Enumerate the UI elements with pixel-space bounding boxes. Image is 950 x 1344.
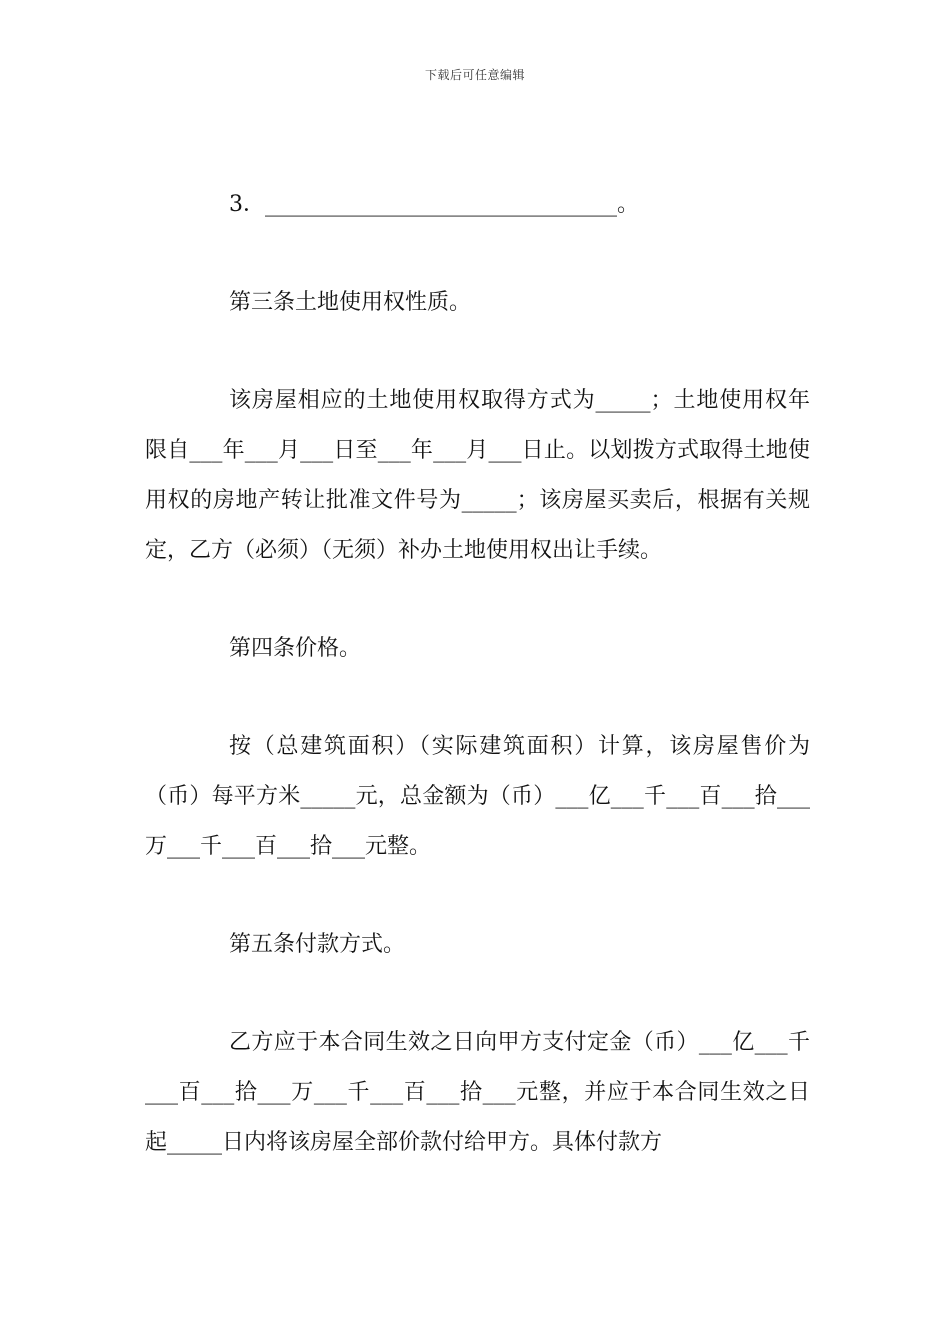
article-5-body: 乙方应于本合同生效之日向甲方支付定金（币）___亿___千___百___拾___万___千___百___拾___元整，并应于本合同生效之日起_____日内将该房屋全部价款付给甲方。具体付款方: [145, 1030, 810, 1155]
article-3-body: 该房屋相应的土地使用权取得方式为_____；土地使用权年限自___年___月___日至___年___月___日止。以划拨方式取得土地使用权的房地产转让批准文件号为_____；该房屋买卖后，根据有关规定，乙方（必须）（无须）补办土地使用权出让手续。: [145, 388, 810, 563]
article-3-heading: 第三条土地使用权性质。: [229, 290, 472, 315]
article-4-body: 按（总建筑面积）（实际建筑面积）计算，该房屋售价为（币）每平方米_____元，总金额为（币）___亿___千___百___拾___万___千___百___拾___元整。: [145, 734, 810, 859]
clause-item-3: 3．________________________________。: [229, 192, 639, 217]
article-5-heading: 第五条付款方式。: [229, 932, 406, 957]
page-header: 下载后可任意编辑: [424, 68, 525, 82]
article-4-heading: 第四条价格。: [229, 636, 362, 661]
document-body: [145, 180, 810, 1168]
